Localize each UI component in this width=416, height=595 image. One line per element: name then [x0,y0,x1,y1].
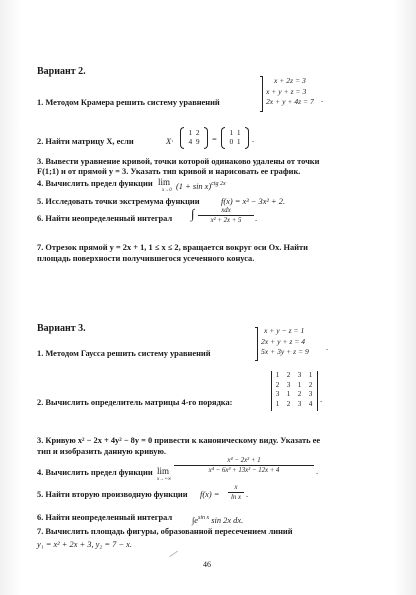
v3-determinant: 1 2 3 1 2 3 1 2 3 1 2 3 1 2 3 4 [275,371,313,408]
v2-task6-integral: ∫ [191,206,195,221]
v2-matrix2: 1 1 0 1 [229,128,241,146]
v2-task2-end: . [252,135,255,144]
v2-task2-x: X· [166,137,174,146]
v3-task5-lhs: f(x) = [200,490,220,499]
v3-task4-lim-sub: x→+∞ [157,477,172,482]
v2-task7-line2: площадь поверхности получившегося усеченного конуса. [37,254,255,263]
v2-task4-expr: $(1 + \sin x)^{ctg 2x}$ [176,181,226,191]
v2-task5-expr: f(x) = x³ − 3x² + 2. [221,197,286,206]
v2-matrix1-right [204,127,208,149]
v3-task6-text: 6. Найти неопределенный интеграл [37,513,173,522]
v2-task6-fraction: xdx x² + 2x + 5 [198,207,254,224]
v3-task5-text: 5. Найти вторую производную функции [37,490,188,499]
v3-task7-line2: y₁ = x² + 2x + 3, y₂ = 7 − x. [37,540,132,549]
v3-task3-line1: 3. Кривую x² − 2x + 4y² − 8y = 0 привести к каноническому виду. Указать ее [37,436,321,445]
pen-mark [169,551,181,562]
v3-task5-end: . [246,490,249,499]
v3-task4-fraction: x⁴ − 2x² + 1 x⁴ − 6x³ + 13x² − 12x + 4 [174,457,314,474]
v2-task1-text: 1. Методом Крамера решить систему уравнений [37,98,220,107]
v3-task4-end: . [316,467,319,476]
v2-matrix1: 1 2 4 9 [188,128,200,146]
v3-task1-brace [257,327,258,361]
v3-task6-expr: $\int e^{sin x}$ sin 2x dx. [192,515,244,525]
v3-task1-end: . [326,343,329,352]
v3-task4-text: 4. Вычислить предел функции [37,468,153,477]
v2-task2-text: 2. Найти матрицу X, если [37,137,134,146]
v3-task1-system: x + y − z = 1 2x + y + z = 4 5x + 3y + z = 9 [261,326,309,356]
variant-3-heading: Вариант 3. [37,323,86,334]
variant-2-heading: Вариант 2. [37,66,86,77]
page-number: 46 [203,560,211,569]
v2-task3-line1: 3. Вывести уравнение кривой, точки которой одинаково удалены от точки [37,157,320,166]
v2-task6-text: 6. Найти неопределенный интеграл [37,214,173,223]
v2-task1-end: . [321,95,324,104]
v2-task2-eq: = [212,135,217,144]
v3-task3-line2: тип и изобразить данную кривую. [37,447,166,456]
v3-task4-lim: lim [157,466,170,476]
v2-task1-system: x + 2z = 3 x + y + z = 3 2x + y + 4z = 7 [266,76,314,106]
v2-task5-text: 5. Исследовать точки экстремума функции [37,197,200,206]
v3-task1-text: 1. Методом Гаусса решить систему уравнений [37,349,211,358]
v3-task2-end: . [320,395,323,404]
v2-task1-brace [262,76,263,112]
v2-matrix2-right [245,127,249,149]
v2-task7-line1: 7. Отрезок прямой y = 2x + 1, 1 ≤ x ≤ 2, вращается вокруг оси Ox. Найти [37,243,308,252]
v2-task4-lim: lim [158,177,171,187]
v3-task7-line1: 7. Вычислить площадь фигуры, образованной пересечением линий [37,527,293,536]
v2-task3-line2: F(1;1) и от прямой y = 3. Указать тип кривой и нарисовать ее график. [37,167,301,176]
v2-task6-end: . [255,214,258,223]
v3-task2-text: 2. Вычислить определитель матрицы 4-го порядка: [37,398,233,407]
v3-det-right-bar [317,371,318,411]
v2-task4-text: 4. Вычислить предел функции [37,179,153,188]
v2-task4-lim-sub: x→0 [162,188,172,193]
v3-task5-fraction: x ln x [228,484,244,501]
